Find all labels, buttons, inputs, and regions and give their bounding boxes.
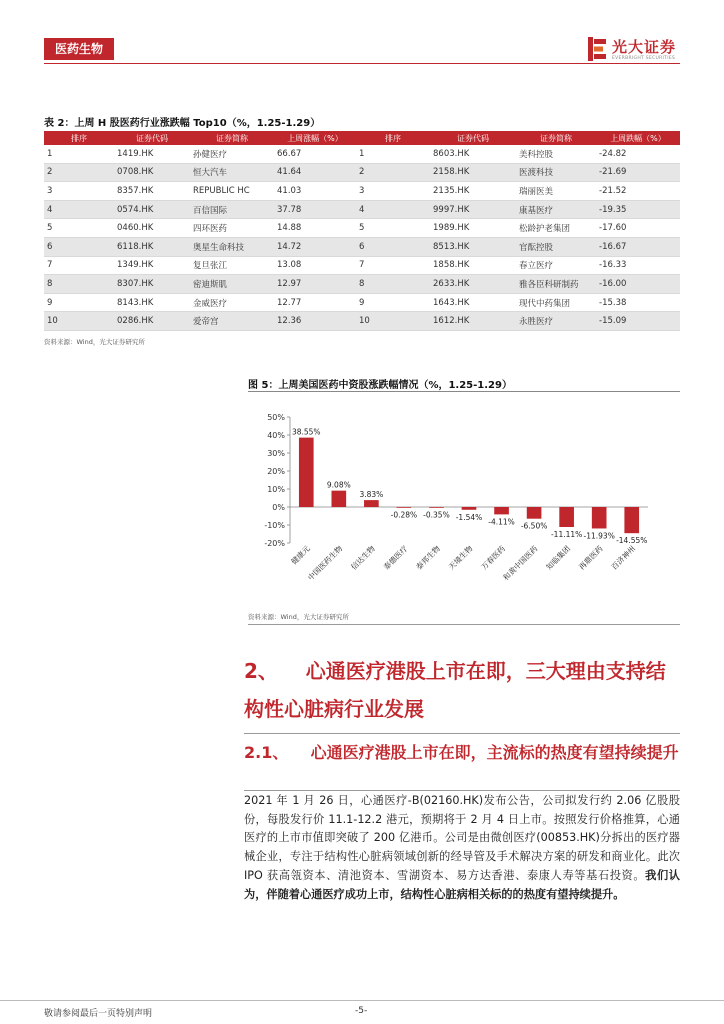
- figure-top-rule: [248, 391, 680, 392]
- chart-bar: [364, 500, 379, 507]
- table-cell: -24.82: [596, 145, 680, 163]
- table-cell: 1419.HK: [114, 145, 190, 163]
- table-cell: 美科控股: [516, 145, 596, 163]
- figure-bottom-rule: [248, 624, 680, 625]
- y-tick-label: 50%: [267, 413, 285, 422]
- x-category-label: 知临集团: [544, 544, 573, 572]
- table-cell: 2: [356, 163, 430, 182]
- table-cell: 10: [44, 312, 114, 331]
- table-cell: 密迪斯肌: [190, 275, 274, 294]
- table-cell: 1: [44, 145, 114, 163]
- x-category-label: 万春医药: [479, 544, 507, 572]
- x-category-label: 信达生物: [349, 544, 377, 572]
- table-cell: 0286.HK: [114, 312, 190, 331]
- x-category-label: 泰邦生物: [414, 544, 442, 572]
- x-category-label: 中国医药生物: [306, 544, 345, 583]
- table-cell: 2: [44, 163, 114, 182]
- x-category-label: 天境生物: [446, 544, 475, 572]
- table-cell: 2158.HK: [430, 163, 516, 182]
- table-cell: 12.97: [274, 275, 356, 294]
- y-tick-label: 20%: [267, 467, 285, 476]
- table-cell: 奥星生命科技: [190, 237, 274, 256]
- chart-bar: [397, 507, 412, 508]
- table-cell: 6: [356, 237, 430, 256]
- table-cell: 百信国际: [190, 200, 274, 219]
- us-listed-pharma-bar-chart: [244, 393, 684, 603]
- table-cell: 6118.HK: [114, 237, 190, 256]
- bar-value-label: -0.35%: [423, 510, 450, 520]
- chart-bar: [624, 507, 639, 533]
- table-row: [44, 237, 680, 256]
- bar-value-label: 3.83%: [359, 490, 384, 500]
- table-row: [44, 219, 680, 238]
- x-category-label: 健康元: [289, 544, 312, 567]
- table-cell: 13.08: [274, 256, 356, 275]
- y-tick-label: 30%: [267, 449, 285, 458]
- table-cell: 1349.HK: [114, 256, 190, 275]
- table-cell: 37.78: [274, 200, 356, 219]
- table-cell: 12.77: [274, 293, 356, 312]
- table-row: [44, 182, 680, 201]
- table-cell: 0574.HK: [114, 200, 190, 219]
- y-tick-label: 10%: [267, 485, 285, 494]
- section-2-heading: [244, 652, 684, 728]
- table-cell: 0460.HK: [114, 219, 190, 238]
- table-header-cell: 上周涨幅（%）: [274, 131, 356, 145]
- table-body: [44, 145, 680, 330]
- bar-value-label: -0.28%: [390, 510, 418, 520]
- table-cell: 雅各臣科研制药: [516, 275, 596, 294]
- table-cell: 7: [44, 256, 114, 275]
- footer-divider: [0, 1000, 724, 1001]
- table-cell: -17.60: [596, 219, 680, 238]
- table-header-cell: 证券代码: [430, 131, 516, 145]
- bar-value-label: -6.50%: [520, 521, 548, 531]
- table-cell: 2633.HK: [430, 275, 516, 294]
- table-cell: 0708.HK: [114, 163, 190, 182]
- table-cell: 9: [44, 293, 114, 312]
- table-cell: -15.09: [596, 312, 680, 331]
- table-cell: 8357.HK: [114, 182, 190, 201]
- section-tag: 医药生物: [44, 38, 114, 60]
- section-2-1-rule: [244, 790, 680, 791]
- body-conclusion: 我们认为，伴随着心通医疗成功上市，结构性心脏病相关标的的热度有望持续提升。: [244, 868, 680, 901]
- table-cell: 恒大汽车: [190, 163, 274, 182]
- table-cell: -15.38: [596, 293, 680, 312]
- figure-caption: 图 5：上周美国医药中资股涨跌幅情况（%，1.25-1.29）: [248, 380, 512, 391]
- section-2-1-heading: [244, 740, 684, 765]
- table-cell: 66.67: [274, 145, 356, 163]
- table-cell: 3: [44, 182, 114, 201]
- bar-value-label: -4.11%: [488, 517, 515, 527]
- x-category-label: 泰德医疗: [381, 544, 410, 572]
- table-cell: 1989.HK: [430, 219, 516, 238]
- chart-bar: [592, 507, 607, 528]
- x-category-label: 和黄中国医药: [501, 544, 540, 583]
- header-divider: [44, 63, 680, 64]
- table-cell: 松龄护老集团: [516, 219, 596, 238]
- table-cell: 8307.HK: [114, 275, 190, 294]
- bar-value-label: -11.93%: [583, 531, 615, 541]
- table-cell: 康基医疗: [516, 200, 596, 219]
- table-row: [44, 145, 680, 163]
- table-cell: 8603.HK: [430, 145, 516, 163]
- section-2-title: 心通医疗港股上市在即，三大理由支持结构性心脏病行业发展: [244, 659, 666, 721]
- x-category-label: 百济神州: [609, 544, 638, 572]
- table-header-cell: 排序: [44, 131, 114, 145]
- table-cell: 现代中药集团: [516, 293, 596, 312]
- table-header-cell: 证券代码: [114, 131, 190, 145]
- chart-bar: [559, 507, 574, 527]
- table-cell: 7: [356, 256, 430, 275]
- body-text: 2021 年 1 月 26 日，心通医疗-B(02160.HK)发布公告，公司拟发行约 2.06 亿股股份，每股发行价 11.1-12.2 港元，预期将于 2 月 4 日上市。按照发行价格推算，心通医疗的上市市值即突破了 200 亿港币。公司是由微创医疗(00853.HK)分拆出的医疗器械企业，专注于结构性心脏病领域创新的经导管及手术解决方案的研发和商业化。此次 IPO 获高瓴资本、清池资本、雪湖资本、易方达香港、泰康人寿等基石投资。: [244, 794, 680, 882]
- x-category-label: 再鼎医药: [577, 544, 605, 572]
- page-number: -5-: [355, 1006, 368, 1016]
- everbright-logo-icon: [588, 37, 606, 61]
- table-cell: 8: [356, 275, 430, 294]
- logo-wordmark: 光大证券: [612, 38, 677, 56]
- table-header-row: [44, 131, 680, 145]
- section-2-number: 2、: [244, 659, 278, 683]
- table-cell: 春立医疗: [516, 256, 596, 275]
- table-cell: 复旦张江: [190, 256, 274, 275]
- table-row: [44, 256, 680, 275]
- bar-value-label: 38.55%: [291, 427, 321, 437]
- y-tick-label: -10%: [264, 521, 285, 530]
- table-cell: 1643.HK: [430, 293, 516, 312]
- bar-value-label: -1.54%: [455, 512, 483, 522]
- table-cell: 孙健医疗: [190, 145, 274, 163]
- chart-bar: [429, 507, 444, 508]
- table-row: [44, 293, 680, 312]
- footer-disclaimer: 敬请参阅最后一页特别声明: [44, 1009, 153, 1019]
- table-cell: 12.36: [274, 312, 356, 331]
- table-cell: 四环医药: [190, 219, 274, 238]
- section-2-1-title: 心通医疗港股上市在即，主流标的热度有望持续提升: [310, 743, 679, 762]
- chart-bar: [527, 507, 542, 519]
- table-cell: 1858.HK: [430, 256, 516, 275]
- table-caption: 表 2：上周 H 股医药行业涨跌幅 Top10（%，1.25-1.29）: [44, 118, 321, 129]
- table-header-cell: 排序: [356, 131, 430, 145]
- table-row: [44, 200, 680, 219]
- bar-value-label: -14.55%: [616, 536, 648, 546]
- body-paragraph: [244, 792, 680, 904]
- table-cell: 官酝控股: [516, 237, 596, 256]
- table-cell: 5: [44, 219, 114, 238]
- table-cell: 1612.HK: [430, 312, 516, 331]
- table-cell: -21.69: [596, 163, 680, 182]
- table-row: [44, 312, 680, 331]
- table-cell: 9997.HK: [430, 200, 516, 219]
- table-cell: 4: [356, 200, 430, 219]
- table-source: 资料来源：Wind，光大证券研究所: [44, 338, 145, 346]
- table-header-cell: 证券简称: [190, 131, 274, 145]
- logo-subtitle: EVERBRIGHT SECURITIES: [612, 56, 676, 61]
- table-cell: 医渡科技: [516, 163, 596, 182]
- table-cell: 8143.HK: [114, 293, 190, 312]
- table-cell: 永胜医疗: [516, 312, 596, 331]
- table-cell: 14.72: [274, 237, 356, 256]
- section-2-rule: [244, 733, 680, 734]
- y-tick-label: -20%: [264, 539, 285, 548]
- h-share-top10-table: [44, 131, 680, 331]
- table-cell: -16.67: [596, 237, 680, 256]
- table-cell: 9: [356, 293, 430, 312]
- table-cell: 瑞丽医美: [516, 182, 596, 201]
- section-2-1-number: 2.1、: [244, 743, 289, 762]
- table-cell: -16.00: [596, 275, 680, 294]
- bar-value-label: -11.11%: [550, 529, 583, 539]
- table-cell: 8513.HK: [430, 237, 516, 256]
- table-cell: 爱帝宫: [190, 312, 274, 331]
- table-cell: REPUBLIC HC: [190, 182, 274, 201]
- table-cell: 10: [356, 312, 430, 331]
- table-cell: 5: [356, 219, 430, 238]
- table-cell: 41.64: [274, 163, 356, 182]
- chart-bar: [331, 491, 346, 507]
- table-header-cell: 上周跌幅（%）: [596, 131, 680, 145]
- chart-bar: [494, 507, 509, 514]
- table-cell: 4: [44, 200, 114, 219]
- chart-bar: [462, 507, 477, 510]
- chart-bar: [299, 438, 314, 507]
- bar-value-label: 9.08%: [326, 480, 351, 490]
- table-cell: -19.35: [596, 200, 680, 219]
- table-row: [44, 275, 680, 294]
- table-cell: 2135.HK: [430, 182, 516, 201]
- table-cell: 3: [356, 182, 430, 201]
- table-header-cell: 证券简称: [516, 131, 596, 145]
- table-cell: 8: [44, 275, 114, 294]
- y-tick-label: 0%: [272, 503, 285, 512]
- table-cell: 41.03: [274, 182, 356, 201]
- table-row: [44, 163, 680, 182]
- y-tick-label: 40%: [267, 431, 285, 440]
- table-cell: -16.33: [596, 256, 680, 275]
- table-cell: 14.88: [274, 219, 356, 238]
- table-cell: 6: [44, 237, 114, 256]
- table-cell: 金威医疗: [190, 293, 274, 312]
- table-cell: 1: [356, 145, 430, 163]
- table-cell: -21.52: [596, 182, 680, 201]
- figure-source: 资料来源：Wind，光大证券研究所: [248, 613, 349, 621]
